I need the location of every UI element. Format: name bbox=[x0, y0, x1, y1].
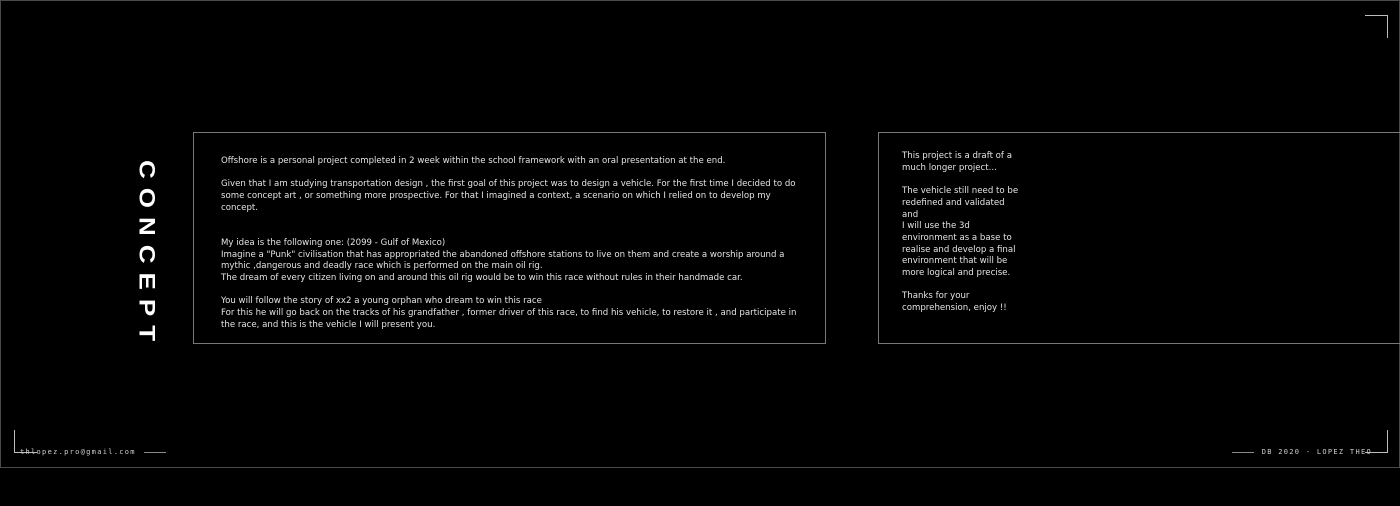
concept-text-box bbox=[193, 132, 826, 344]
vehicle-note-paragraph: The vehicle still need to be redefined and validated and I will use the 3d environment as a base to realise and develop a final environment that will be more logical and precise. bbox=[902, 186, 1019, 279]
footer-email-text[interactable]: thlopez.pro@gmail.com bbox=[20, 448, 136, 456]
footer-divider bbox=[1232, 452, 1254, 453]
goal-paragraph: Given that I am studying transportation design , the first goal of this project was to design a vehicle. For the first time I decided to do some concept art , or something more prospective. For that I imagined a context, a scenario on which I relied on to develop my concept. bbox=[221, 179, 796, 213]
section-title: CONCEPT bbox=[134, 160, 160, 351]
thanks-paragraph: Thanks for your comprehension, enjoy !! bbox=[902, 291, 1007, 314]
footer-divider bbox=[144, 452, 166, 453]
note-text-box bbox=[878, 132, 1400, 344]
draft-note-paragraph: This project is a draft of a much longer project... bbox=[902, 151, 1012, 173]
idea-paragraph: My idea is the following one: (2099 - Gulf of Mexico) Imagine a "Punk" civilisation that has appropriated the abandoned offshore stations to live on them and create a worship around a mythic ,dangerous and deadly race which is performed on the main oil rig. The dream of every citizen living on and around this oil rig would be to win this race without rules in their handmade car. bbox=[221, 237, 785, 283]
story-paragraph: You will follow the story of xx2 a young orphan who dream to win this race For this he will go back on the tracks of his grandfather , former driver of this race, to find his vehicle, to restore it , and participate in the race, and this is the vehicle I will present you. bbox=[221, 296, 797, 330]
footer-credit-text: DB 2020 - LOPEZ THEO bbox=[1261, 448, 1372, 456]
footer-email bbox=[20, 446, 166, 458]
footer-credit bbox=[1232, 446, 1372, 458]
corner-mark-top-right bbox=[1365, 15, 1388, 38]
intro-paragraph: Offshore is a personal project completed in 2 week within the school framework with an oral presentation at the end. bbox=[221, 156, 726, 166]
